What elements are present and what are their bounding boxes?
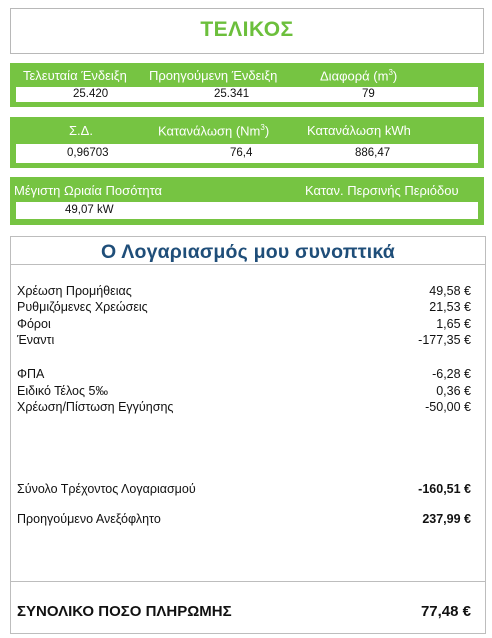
- summary-line-current-total: Σύνολο Τρέχοντος Λογαριασμού -160,51 €: [17, 482, 471, 496]
- summary-title: Ο Λογαριασμός μου συνοπτικά: [101, 241, 395, 263]
- correction-factor-header: Σ.Δ.: [69, 123, 93, 138]
- summary-divider: [11, 264, 485, 265]
- total-payment-amount: 77,48 €: [420, 603, 471, 620]
- max-hourly-value: 49,07 kW: [65, 204, 114, 216]
- summary-line-supply: Χρέωση Προμήθειας 49,58 €: [17, 284, 471, 298]
- readings-panel: [10, 63, 484, 107]
- correction-factor-value: 0,96703: [67, 147, 109, 159]
- previous-year-header: Καταν. Περσινής Περιόδου: [305, 183, 459, 198]
- summary-line-advance: Έναντι -177,35 €: [17, 333, 471, 347]
- hourly-panel: [10, 177, 484, 225]
- total-payment-label: ΣΥΝΟΛΙΚΟ ΠΟΣΟ ΠΛΗΡΩΜΗΣ: [17, 603, 232, 620]
- title-box: [10, 8, 484, 54]
- consumption-nm3-value: 76,4: [230, 147, 253, 159]
- summary-line-guarantee: Χρέωση/Πίστωση Εγγύησης -50,00 €: [17, 400, 471, 414]
- consumption-kwh-header: Κατανάλωση kWh: [307, 123, 411, 138]
- consumption-kwh-value: 886,47: [355, 147, 391, 159]
- consumption-values-row: [16, 144, 478, 163]
- previous-reading-header: Προηγούμενη Ένδειξη: [149, 68, 278, 83]
- difference-header: Διαφορά $(m^3)$: [320, 68, 398, 84]
- last-reading-value: 25.420: [73, 88, 109, 100]
- summary-line-regulated: Ρυθμιζόμενες Χρεώσεις 21,53 €: [17, 300, 471, 314]
- consumption-nm3-header: Κατανάλωση (Nm$^3$): [158, 123, 270, 139]
- hourly-values-row: [16, 202, 478, 219]
- summary-line-taxes: Φόροι 1,65 €: [17, 317, 471, 331]
- readings-values-row: [16, 87, 478, 102]
- summary-line-special-fee: Ειδικό Τέλος 5‰ 0,36 €: [17, 384, 471, 398]
- total-divider: [11, 581, 485, 582]
- summary-line-previous-unpaid: Προηγούμενο Ανεξόφλητο 237,99 €: [17, 512, 471, 526]
- previous-reading-value: 25.341: [214, 88, 250, 100]
- max-hourly-header: Μέγιστη Ωριαία Ποσότητα: [14, 183, 163, 198]
- bill-title: ΤΕΛΙΚΟΣ: [200, 18, 294, 41]
- consumption-panel: [10, 117, 484, 168]
- last-reading-header: Τελευταία Ένδειξη: [23, 68, 127, 83]
- bill-summary: [10, 236, 486, 634]
- summary-line-vat: ΦΠΑ -6,28 €: [17, 367, 471, 381]
- difference-value: 79: [362, 88, 375, 100]
